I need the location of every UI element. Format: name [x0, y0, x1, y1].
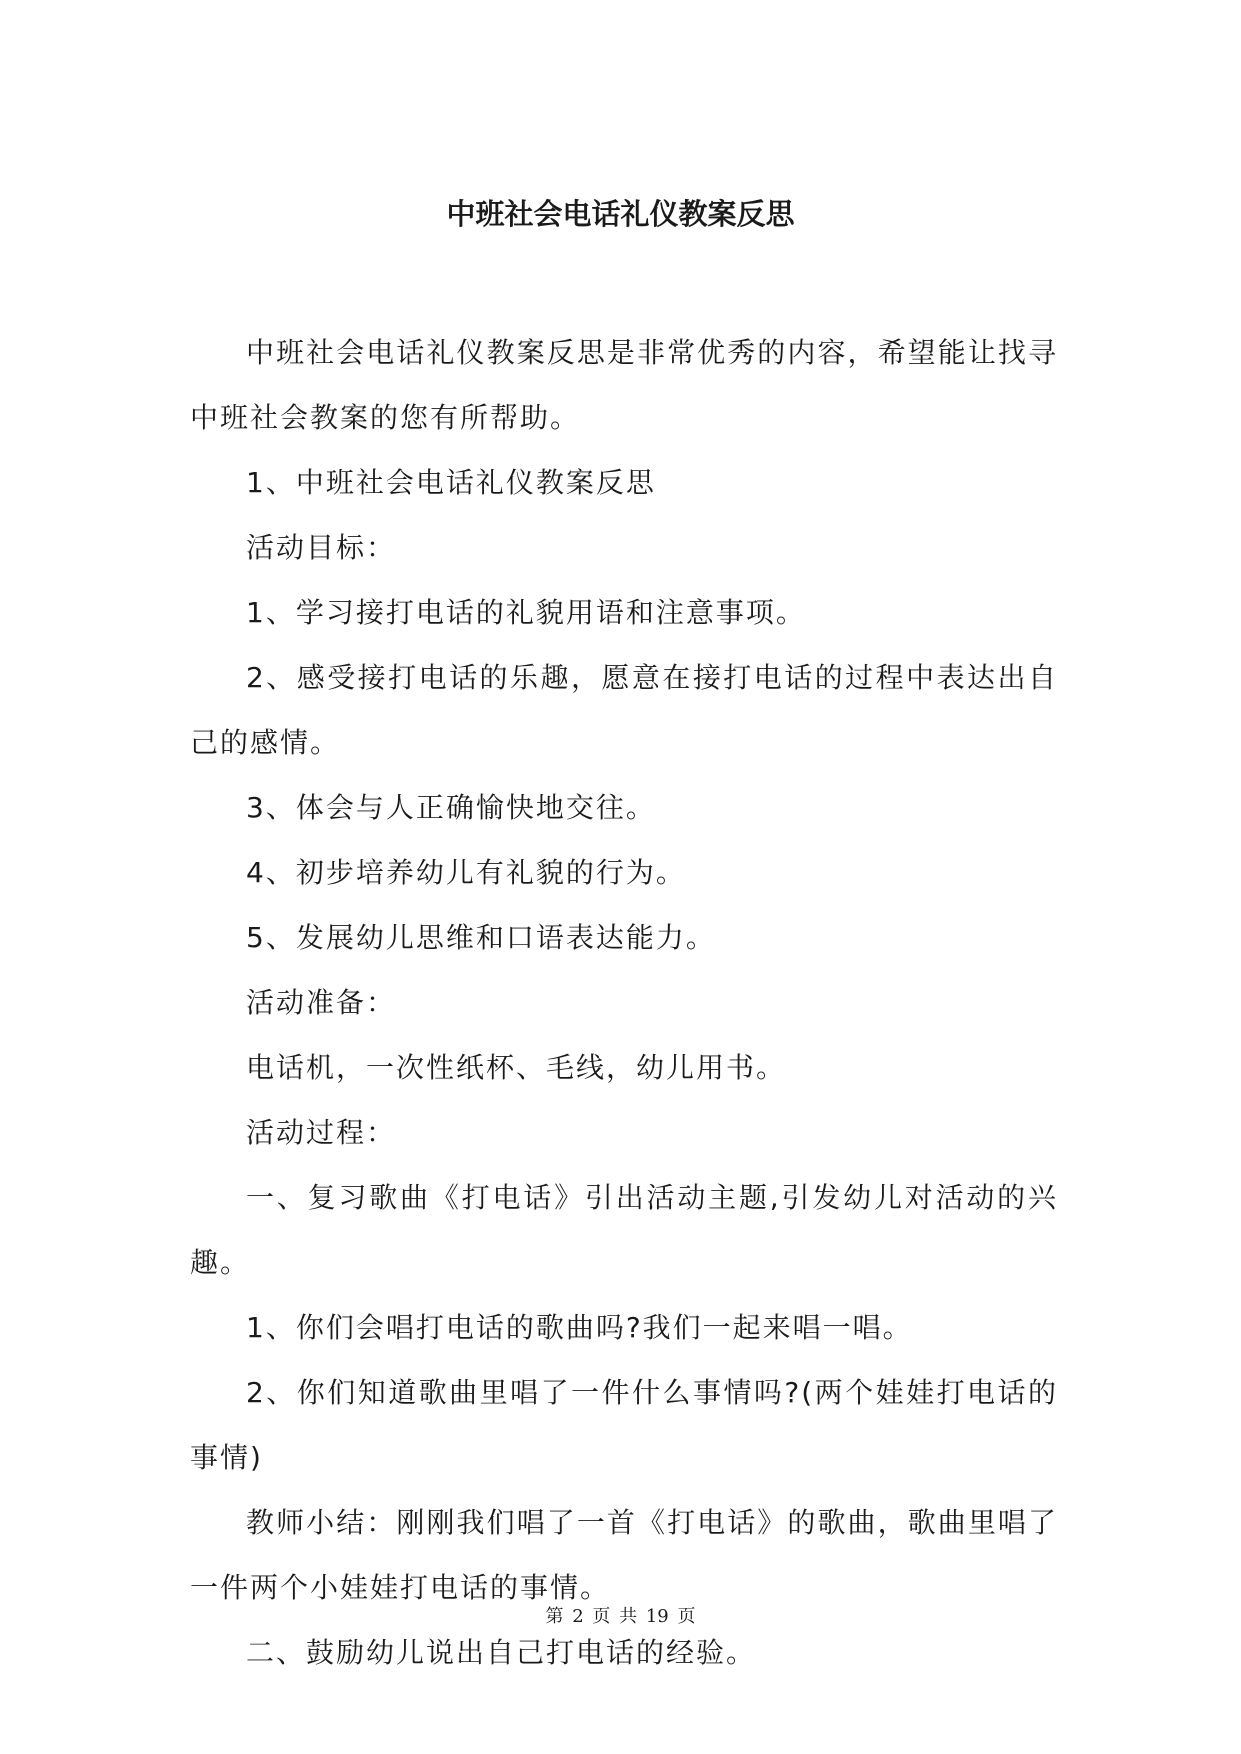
paragraph: 一、复习歌曲《打电话》引出活动主题,引发幼儿对活动的兴趣。: [190, 1181, 1058, 1279]
document-body: [190, 320, 1058, 1685]
paragraph: 2、你们知道歌曲里唱了一件什么事情吗?(两个娃娃打电话的事情): [190, 1376, 1058, 1474]
paragraph: 中班社会电话礼仪教案反思是非常优秀的内容，希望能让找寻中班社会教案的您有所帮助。: [190, 336, 1058, 434]
paragraph: 3、体会与人正确愉快地交往。: [246, 791, 656, 824]
document-title: 中班社会电话礼仪教案反思: [446, 197, 795, 231]
paragraph: 教师小结：刚刚我们唱了一首《打电话》的歌曲，歌曲里唱了一件两个小娃娃打电话的事情。: [190, 1506, 1058, 1604]
page-number-footer: 第 2 页 共 19 页: [545, 1606, 696, 1627]
paragraph: 活动过程：: [246, 1116, 397, 1149]
paragraph: 活动目标：: [246, 531, 397, 564]
paragraph: 二、鼓励幼儿说出自己打电话的经验。: [246, 1636, 757, 1669]
paragraph: 2、感受接打电话的乐趣，愿意在接打电话的过程中表达出自己的感情。: [190, 661, 1058, 759]
paragraph: 活动准备：: [246, 986, 397, 1019]
paragraph: 4、初步培养幼儿有礼貌的行为。: [246, 856, 686, 889]
paragraph: 1、学习接打电话的礼貌用语和注意事项。: [246, 596, 806, 629]
paragraph: 电话机，一次性纸杯、毛线，幼儿用书。: [246, 1051, 787, 1084]
paragraph: 1、中班社会电话礼仪教案反思: [246, 466, 656, 499]
paragraph: 5、发展幼儿思维和口语表达能力。: [246, 921, 716, 954]
paragraph: 1、你们会唱打电话的歌曲吗?我们一起来唱一唱。: [246, 1311, 913, 1344]
